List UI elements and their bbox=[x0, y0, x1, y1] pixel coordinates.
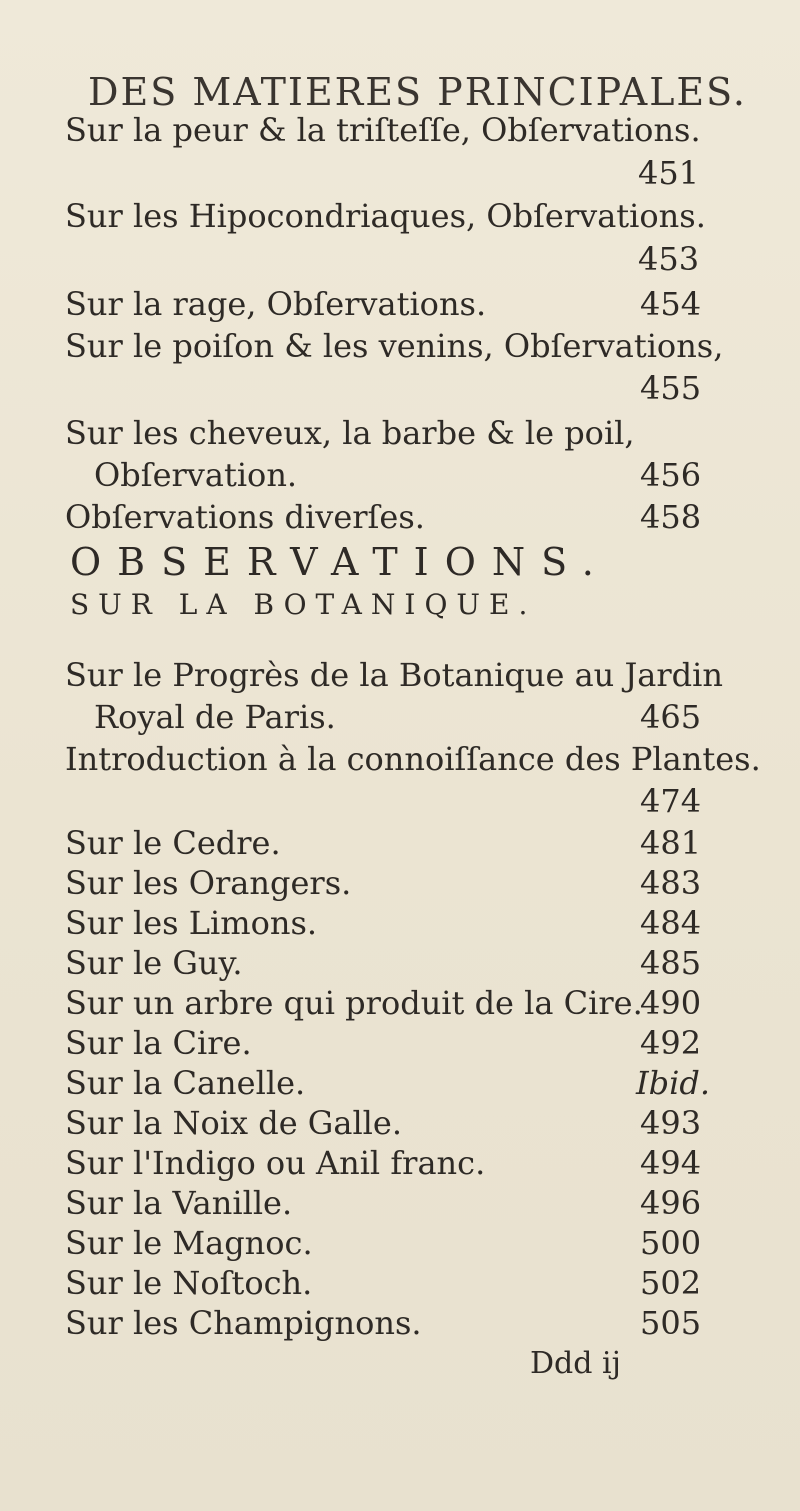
index-entry: Introduction à la connoiſſance des Plantes. bbox=[65, 740, 761, 778]
page-number: 454 bbox=[640, 285, 702, 323]
index-entry: Sur le Magnoc. bbox=[65, 1224, 313, 1262]
index-entry: Sur les Hipocondriaques, Obſervations. bbox=[65, 197, 706, 235]
index-entry: Obſervations diverſes. bbox=[65, 498, 425, 536]
page-number: 496 bbox=[640, 1184, 702, 1222]
index-entry: Obſervation. bbox=[94, 456, 298, 494]
index-entry: Sur la Vanille. bbox=[65, 1184, 293, 1222]
page-number: 492 bbox=[640, 1024, 702, 1062]
index-entry: Royal de Paris. bbox=[94, 698, 336, 736]
index-entry: Sur le Noſtoch. bbox=[65, 1264, 313, 1302]
page-number: 481 bbox=[640, 824, 702, 862]
page-number: 493 bbox=[640, 1104, 702, 1142]
page-number: 456 bbox=[640, 456, 702, 494]
index-entry: Sur le Guy. bbox=[65, 944, 243, 982]
index-entry: Sur la rage, Obſervations. bbox=[65, 285, 487, 323]
index-entry: Sur la Canelle. bbox=[65, 1064, 306, 1102]
page-number: 500 bbox=[640, 1224, 702, 1262]
page-number: 455 bbox=[640, 369, 702, 407]
page-number: 484 bbox=[640, 904, 702, 942]
page-number: 485 bbox=[640, 944, 702, 982]
index-entry: Sur les Orangers. bbox=[65, 864, 352, 902]
section-title: OBSERVATIONS. bbox=[70, 540, 610, 584]
index-entry: Sur le Cedre. bbox=[65, 824, 281, 862]
page-number: 483 bbox=[640, 864, 702, 902]
section-subtitle: SUR LA BOTANIQUE. bbox=[70, 588, 537, 621]
index-entry: Sur l'Indigo ou Anil franc. bbox=[65, 1144, 486, 1182]
page-number: 494 bbox=[640, 1144, 702, 1182]
index-entry: Sur les Limons. bbox=[65, 904, 318, 942]
page-number: 451 bbox=[638, 154, 700, 192]
page-number: 505 bbox=[640, 1304, 702, 1342]
index-entry: Sur le Progrès de la Botanique au Jardin bbox=[65, 656, 723, 694]
index-entry: Sur la peur & la triſteſſe, Obſervations. bbox=[65, 111, 701, 149]
signature-mark: Ddd ij bbox=[530, 1346, 621, 1381]
page-number: 465 bbox=[640, 698, 702, 736]
running-head: DES MATIERES PRINCIPALES. bbox=[88, 70, 747, 114]
page-number: 453 bbox=[638, 240, 700, 278]
page-number: 502 bbox=[640, 1264, 702, 1302]
index-entry: Sur la Noix de Galle. bbox=[65, 1104, 403, 1142]
page-number: 458 bbox=[640, 498, 702, 536]
page-number: 474 bbox=[640, 782, 702, 820]
page-number: Ibid. bbox=[636, 1064, 711, 1102]
index-entry: Sur les Champignons. bbox=[65, 1304, 422, 1342]
page-number: 490 bbox=[640, 984, 702, 1022]
index-entry: Sur un arbre qui produit de la Cire. bbox=[65, 984, 643, 1022]
index-entry: Sur le poiſon & les venins, Obſervations, bbox=[65, 327, 724, 365]
index-entry: Sur les cheveux, la barbe & le poil, bbox=[65, 414, 635, 452]
index-entry: Sur la Cire. bbox=[65, 1024, 252, 1062]
